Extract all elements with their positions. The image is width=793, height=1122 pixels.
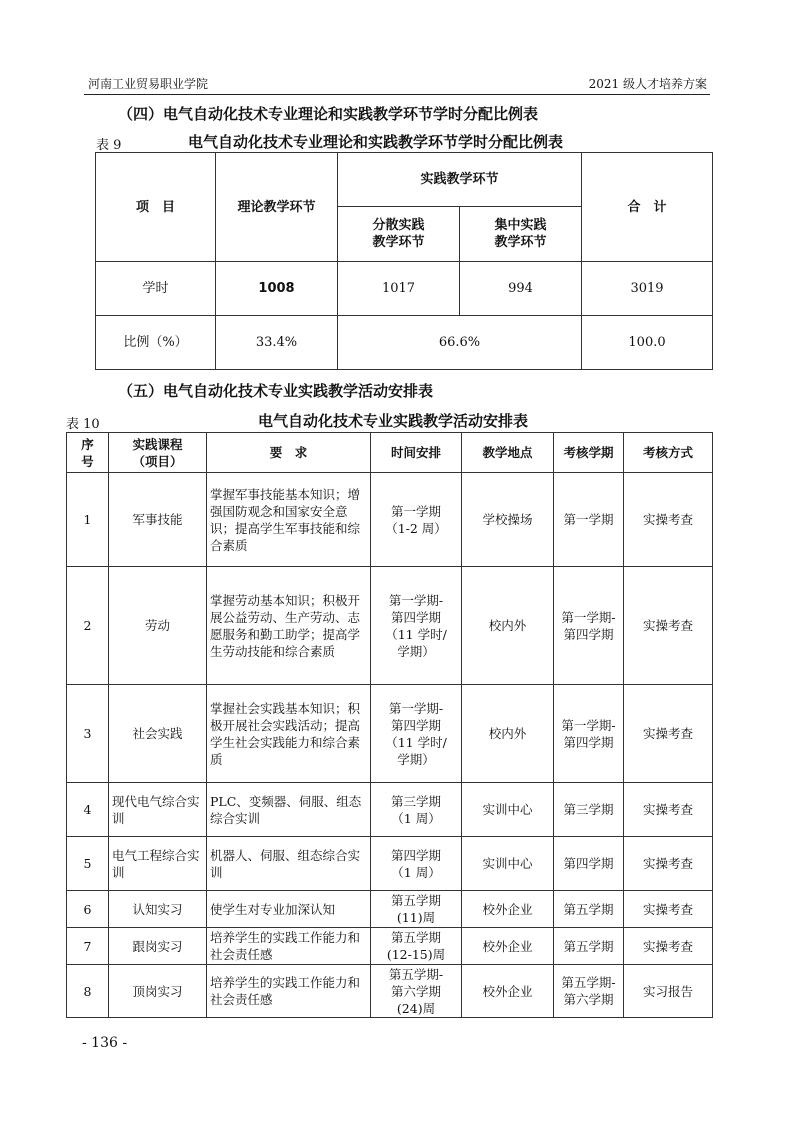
cell-time: 第五学期- 第六学期 (24)周	[371, 965, 462, 1018]
cell-time: 第三学期 （1 周）	[371, 783, 462, 837]
table-9-number: 表 9	[96, 138, 122, 153]
cell-req: 掌握劳动基本知识；积极开展公益劳动、生产劳动、志愿服务和勤工助学；提高学生劳动技能和综合素质	[207, 567, 371, 685]
cell-term: 第一学期- 第四学期	[554, 567, 624, 685]
cell-no: 4	[67, 783, 109, 837]
cell-no: 5	[67, 837, 109, 891]
cell-time: 第五学期 (11)周	[371, 891, 462, 928]
t10-header-term: 考核学期	[554, 433, 624, 473]
table-row	[67, 473, 713, 567]
t10-header-requirement: 要 求	[207, 433, 371, 473]
table-row	[67, 783, 713, 837]
cell-place: 校外企业	[462, 891, 554, 928]
header-rule	[84, 94, 710, 95]
table-9-title: 电气自动化技术专业理论和实践教学环节学时分配比例表	[188, 133, 564, 151]
cell-term: 第五学期	[554, 891, 624, 928]
t9-ratio-label: 比例（%）	[96, 316, 216, 370]
t9-header-theory: 理论教学环节	[216, 153, 338, 262]
cell-time: 第四学期 （1 周）	[371, 837, 462, 891]
cell-course: 认知实习	[109, 891, 207, 928]
cell-method: 实操考查	[624, 473, 713, 567]
cell-place: 实训中心	[462, 837, 554, 891]
table-row	[67, 928, 713, 965]
cell-course: 电气工程综合实训	[109, 837, 207, 891]
t10-header-place: 教学地点	[462, 433, 554, 473]
cell-term: 第一学期- 第四学期	[554, 685, 624, 783]
t9-header-item: 项 目	[96, 153, 216, 262]
section-4-title: （四）电气自动化技术专业理论和实践教学环节学时分配比例表	[118, 105, 539, 123]
cell-term: 第五学期- 第六学期	[554, 965, 624, 1018]
cell-method: 实操考查	[624, 567, 713, 685]
header-school-name: 河南工业贸易职业学院	[88, 77, 209, 91]
cell-course: 顶岗实习	[109, 965, 207, 1018]
t10-header-time: 时间安排	[371, 433, 462, 473]
cell-term: 第一学期	[554, 473, 624, 567]
t9-header-concentrated: 集中实践 教学环节	[460, 207, 582, 262]
t9-ratio-theory: 33.4%	[216, 316, 338, 370]
table-row	[67, 965, 713, 1018]
t10-header-method: 考核方式	[624, 433, 713, 473]
cell-method: 实操考查	[624, 685, 713, 783]
cell-no: 7	[67, 928, 109, 965]
cell-method: 实操考查	[624, 837, 713, 891]
cell-time: 第一学期- 第四学期 （11 学时/ 学期）	[371, 685, 462, 783]
cell-place: 校内外	[462, 685, 554, 783]
t9-hours-total: 3019	[582, 262, 713, 316]
cell-course: 社会实践	[109, 685, 207, 783]
cell-req: 掌握军事技能基本知识；增强国防观念和国家安全意识；提高学生军事技能和综合素质	[207, 473, 371, 567]
page-number: - 136 -	[82, 1035, 128, 1051]
t10-header-no: 序 号	[67, 433, 109, 473]
cell-req: 掌握社会实践基本知识；积极开展社会实践活动；提高学生社会实践能力和综合素质	[207, 685, 371, 783]
t9-hours-row	[96, 262, 713, 316]
cell-req: 培养学生的实践工作能力和社会责任感	[207, 928, 371, 965]
cell-no: 2	[67, 567, 109, 685]
cell-time: 第一学期 （1-2 周）	[371, 473, 462, 567]
cell-place: 校外企业	[462, 928, 554, 965]
table-10-title: 电气自动化技术专业实践教学活动安排表	[258, 412, 529, 430]
cell-no: 3	[67, 685, 109, 783]
cell-term: 第五学期	[554, 928, 624, 965]
t9-hours-label: 学时	[96, 262, 216, 316]
cell-course: 现代电气综合实训	[109, 783, 207, 837]
cell-no: 1	[67, 473, 109, 567]
t10-header-course: 实践课程 （项目）	[109, 433, 207, 473]
t9-ratio-practice: 66.6%	[338, 316, 582, 370]
cell-course: 跟岗实习	[109, 928, 207, 965]
cell-req: 机器人、伺服、组态综合实训	[207, 837, 371, 891]
cell-no: 6	[67, 891, 109, 928]
t9-hours-theory: 1008	[216, 262, 338, 316]
cell-term: 第三学期	[554, 783, 624, 837]
cell-time: 第五学期 (12-15)周	[371, 928, 462, 965]
cell-method: 实习报告	[624, 965, 713, 1018]
cell-place: 实训中心	[462, 783, 554, 837]
table-9	[95, 152, 713, 370]
cell-course: 军事技能	[109, 473, 207, 567]
cell-req: 使学生对专业加深认知	[207, 891, 371, 928]
t10-header-row	[67, 433, 713, 473]
cell-course: 劳动	[109, 567, 207, 685]
table-10	[66, 432, 713, 1018]
t9-ratio-row	[96, 316, 713, 370]
cell-place: 学校操场	[462, 473, 554, 567]
cell-no: 8	[67, 965, 109, 1018]
t9-ratio-total: 100.0	[582, 316, 713, 370]
table-row	[67, 837, 713, 891]
cell-place: 校内外	[462, 567, 554, 685]
table-row	[67, 685, 713, 783]
cell-method: 实操考查	[624, 891, 713, 928]
t9-hours-dispersed: 1017	[338, 262, 460, 316]
t9-header-dispersed: 分散实践 教学环节	[338, 207, 460, 262]
t9-header-total: 合 计	[582, 153, 713, 262]
table-row	[67, 567, 713, 685]
cell-place: 校外企业	[462, 965, 554, 1018]
cell-req: 培养学生的实践工作能力和社会责任感	[207, 965, 371, 1018]
t9-hours-concentrated: 994	[460, 262, 582, 316]
cell-term: 第四学期	[554, 837, 624, 891]
table-row	[67, 891, 713, 928]
cell-method: 实操考查	[624, 783, 713, 837]
t9-header-practice: 实践教学环节	[338, 153, 582, 207]
cell-method: 实操考查	[624, 928, 713, 965]
cell-req: PLC、变频器、伺服、组态综合实训	[207, 783, 371, 837]
table-10-number: 表 10	[66, 417, 100, 432]
header-doc-title: 2021 级人才培养方案	[588, 77, 707, 91]
section-5-title: （五）电气自动化技术专业实践教学活动安排表	[118, 382, 434, 400]
cell-time: 第一学期- 第四学期 （11 学时/ 学期）	[371, 567, 462, 685]
